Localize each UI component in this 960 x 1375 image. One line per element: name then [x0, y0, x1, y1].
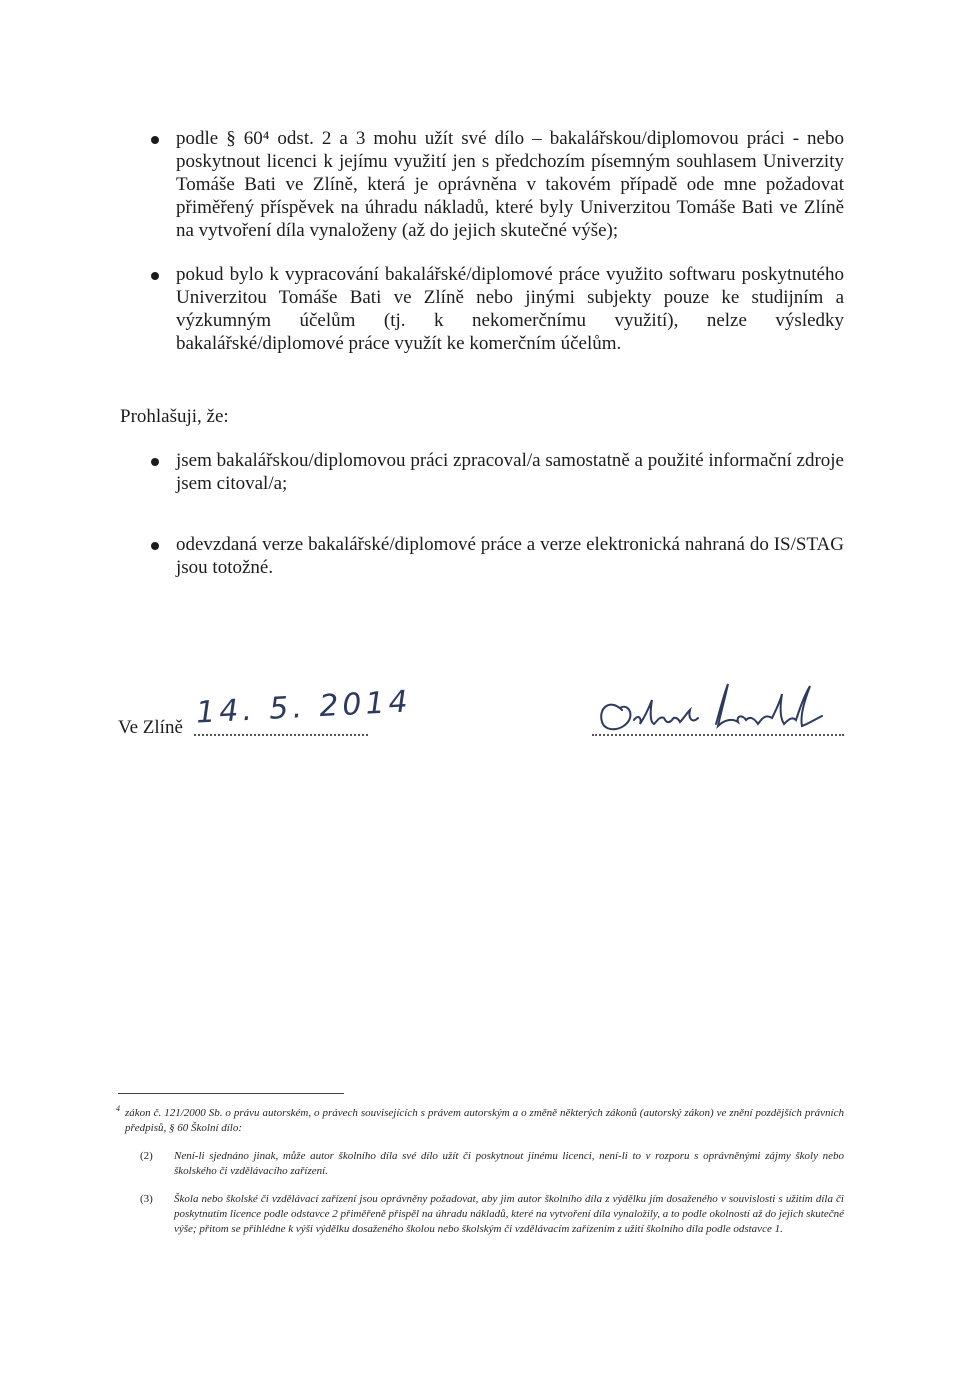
list-item-text: pokud bylo k vypracování bakalářské/diplomové práce využito softwaru poskytnutého Univerzitou Tomáše Bati ve Zlíně nebo jinými subjekty pouze ke studijním a výzkumným účelům (tj. k nekomerčnímu využití), nelze výsledky bakalářské/diplomové práce využít ke komerčním účelům.	[176, 264, 844, 354]
footnote-item	[122, 1149, 844, 1179]
footnote-item-number: (2)	[140, 1150, 153, 1162]
footnote-main	[116, 1104, 844, 1136]
date-dotted-line	[194, 734, 368, 736]
declaration-heading: Prohlašuji, že:	[120, 406, 229, 427]
list-item	[148, 263, 844, 355]
footnote-marker: 4	[116, 1104, 120, 1113]
declaration-list	[148, 449, 844, 579]
bullet-icon	[151, 136, 159, 144]
list-item	[148, 127, 844, 242]
place-label: Ve Zlíně	[118, 717, 183, 738]
footnote-item-text: Není-li sjednáno jinak, může autor školního díla své dílo užít či poskytnout jinému licenci, není-li to v rozporu s oprávněnými zájmy školy nebo školského či vzdělávacího zařízení.	[174, 1150, 844, 1177]
list-item	[148, 449, 844, 495]
footnote-main-text: zákon č. 121/2000 Sb. o právu autorském, o právech souvisejících s právem autorským a o změně některých zákonů (autorský zákon) ve znění pozdějších právních předpisů, § 60 Školní dílo:	[125, 1107, 844, 1134]
footnote-divider	[118, 1093, 344, 1094]
list-item-text: podle § 60⁴ odst. 2 a 3 mohu užít své dílo – bakalářskou/diplomovou práci - nebo poskytnout licenci k jejímu využití jen s předchozím písemným souhlasem Univerzity Tomáše Bati ve Zlíně, která je oprávněna v takovém případě ode mne požadovat přiměřený příspěvek na úhradu nákladů, které byly Univerzitou Tomáše Bati ve Zlíně na vytvoření díla vynaloženy (až do jejich skutečné výše);	[176, 128, 844, 241]
footnote-item-text: Škola nebo školské či vzdělávací zařízení jsou oprávněny požadovat, aby jim autor školního díla z výdělku jím dosaženého v souvislosti s užitím díla či poskytnutím licence podle odstavce 2 přiměřeně přispěl na úhradu nákladů, které na vytvoření díla vynaložily, a to podle okolností až do jejich skutečné výše; přitom se přihlédne k výši výdělku dosaženého školou nebo školským či vzdělávacím zařízením z užití školního díla podle odstavce 1.	[174, 1193, 844, 1235]
footnote-item	[122, 1192, 844, 1237]
list-item-text: odevzdaná verze bakalářské/diplomové práce a verze elektronická nahraná do IS/STAG jsou totožné.	[176, 534, 844, 578]
handwritten-date: 14. 5. 2014	[195, 684, 413, 731]
signature-row	[118, 684, 858, 750]
signature-dotted-line	[592, 734, 844, 736]
list-item-text: jsem bakalářskou/diplomovou práci zpracoval/a samostatně a použité informační zdroje jsem citoval/a;	[176, 450, 844, 494]
list-item	[148, 533, 844, 579]
footnotes	[116, 1104, 844, 1237]
bullet-icon	[151, 272, 159, 280]
handwritten-signature-icon	[592, 680, 852, 740]
bullet-icon	[151, 458, 159, 466]
footnote-item-number: (3)	[140, 1193, 153, 1205]
bullet-icon	[151, 542, 159, 550]
license-terms-list	[148, 127, 844, 355]
